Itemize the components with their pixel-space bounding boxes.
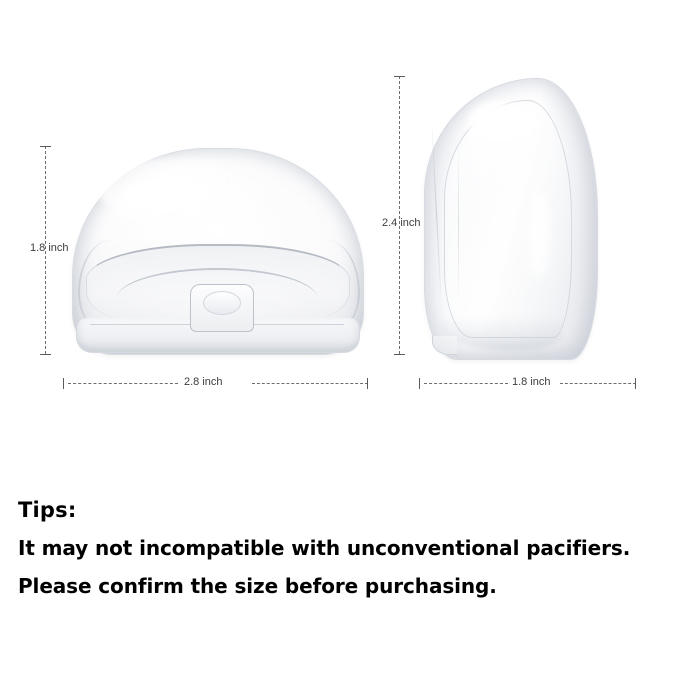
case-front-center-oval — [203, 291, 241, 315]
dimension-tick-bottom — [40, 354, 51, 355]
tips-line-2: Please confirm the size before purchasing. — [18, 574, 497, 598]
case-side-seam-inner — [458, 142, 459, 302]
dimension-line-vertical — [399, 76, 400, 354]
tips-block — [18, 498, 663, 612]
dimension-tick-top — [40, 146, 51, 147]
dimension-label-left-height: 1.8 inch — [30, 242, 69, 254]
dimension-tick-right — [635, 378, 636, 389]
case-front-specular-highlight — [124, 178, 210, 212]
dimension-label-left-width: 2.8 inch — [184, 376, 223, 388]
tips-line-1: It may not incompatible with unconventional pacifiers. — [18, 536, 631, 560]
pacifier-case-front-view — [72, 148, 362, 353]
dimension-tick-left — [419, 378, 420, 389]
dimension-line-horizontal-right-segment — [252, 383, 368, 384]
case-side-bottom-tab — [432, 336, 457, 355]
dimension-label-right-width: 1.8 inch — [512, 376, 551, 388]
dimension-tick-right — [367, 378, 368, 389]
case-side-edge-highlight — [528, 188, 550, 280]
tips-heading: Tips: — [18, 498, 77, 522]
dimension-tick-bottom — [394, 354, 405, 355]
dimension-line-horizontal-left-segment — [68, 383, 178, 384]
pacifier-case-side-view — [424, 78, 596, 358]
case-side-specular-highlight — [468, 102, 530, 142]
dimension-line-horizontal-right-segment — [560, 383, 636, 384]
dimension-label-right-height: 2.4 inch — [382, 217, 421, 229]
dimension-tick-top — [394, 76, 405, 77]
dimension-tick-left — [63, 378, 64, 389]
dimension-line-horizontal-left-segment — [424, 383, 508, 384]
